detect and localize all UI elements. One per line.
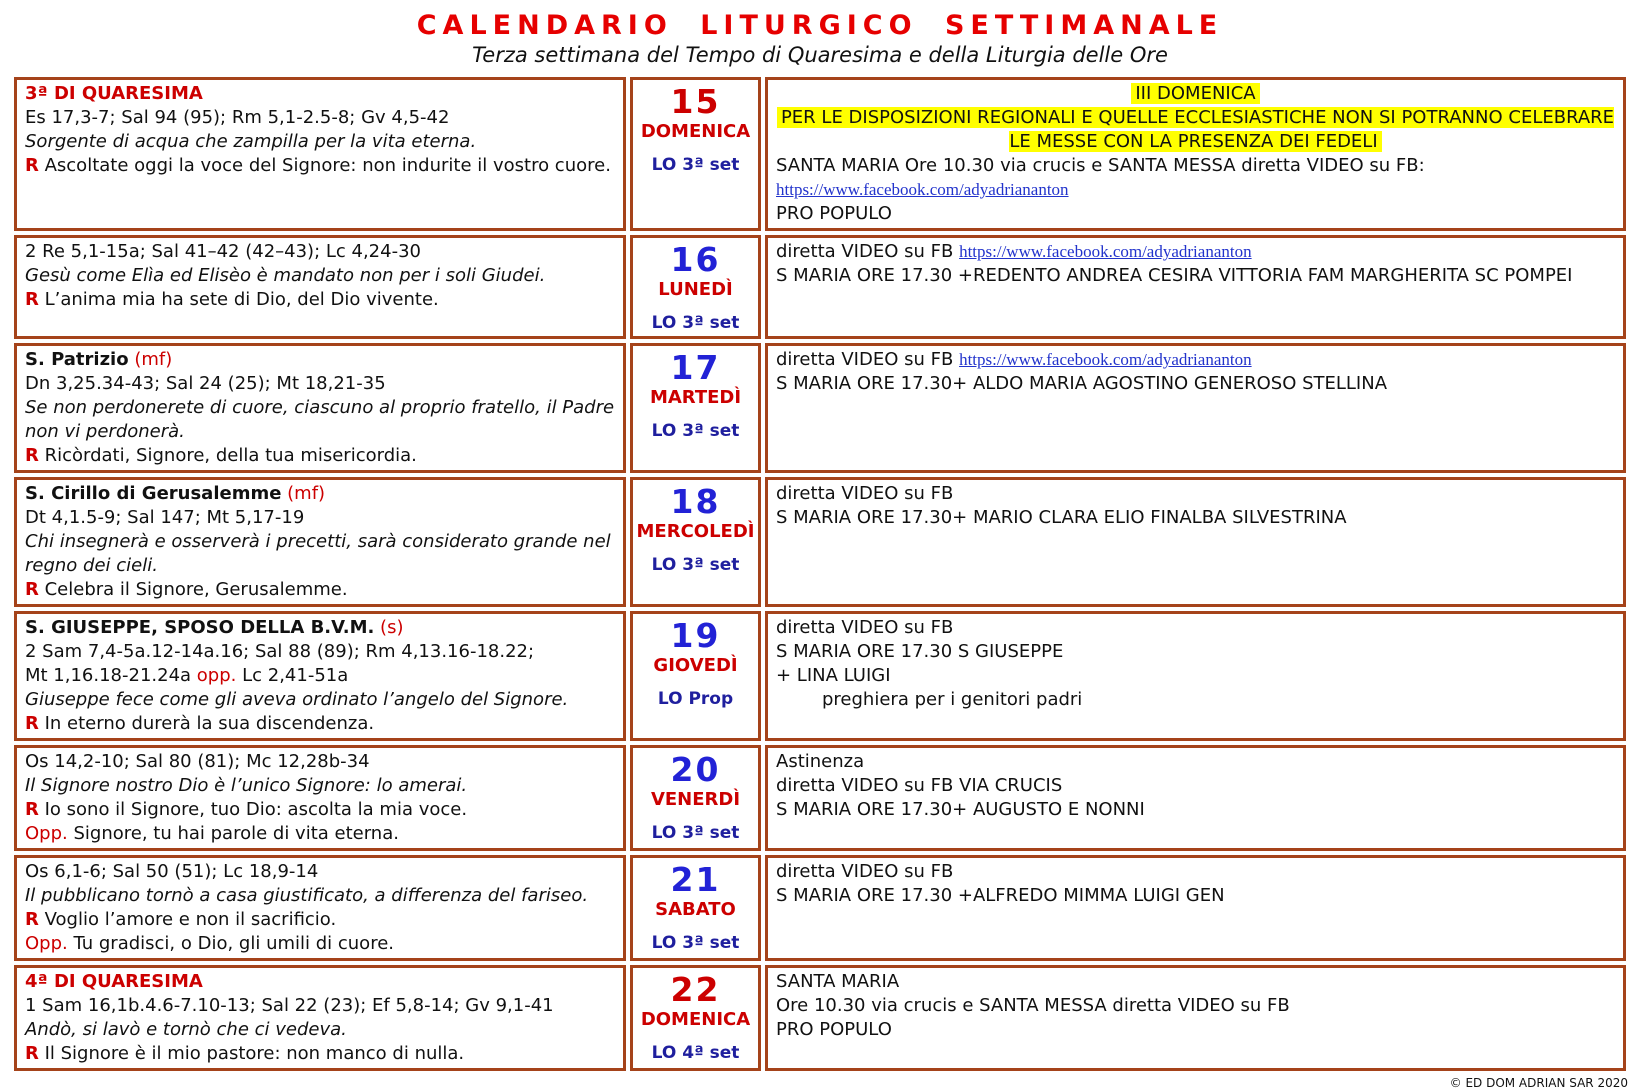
text-line <box>25 372 615 396</box>
text-line <box>776 774 1615 798</box>
day-number: 19 <box>670 616 721 655</box>
day-name: DOMENICA <box>640 1009 751 1030</box>
date-cell <box>630 77 761 231</box>
text-line <box>776 970 1615 994</box>
notes-cell <box>765 235 1626 339</box>
calendar-row-18 <box>14 477 1626 607</box>
calendar-row-21 <box>14 855 1626 961</box>
day-number: 18 <box>670 482 721 521</box>
readings-cell <box>14 477 626 607</box>
text: preghiera per i genitori padri <box>822 689 1083 710</box>
text-line <box>25 750 615 774</box>
weekly-calendar-table <box>10 73 1630 1075</box>
text-line <box>25 444 615 468</box>
notes-cell <box>765 611 1626 741</box>
text: In eterno durerà la sua discendenza. <box>38 713 375 734</box>
liturgy-of-hours-label: LO 3ª set <box>651 555 740 575</box>
text: Tu gradisci, o Dio, gli umili di cuore. <box>67 933 394 954</box>
text: 2 Re 5,1-15a; Sal 41–42 (42–43); Lc 4,24-30 <box>25 241 421 262</box>
facebook-link[interactable]: https://www.facebook.com/adyadriananton <box>959 242 1252 261</box>
text-line <box>776 1018 1615 1042</box>
text: Dn 3,25.34-43; Sal 24 (25); Mt 18,21-35 <box>25 373 386 394</box>
text-line <box>776 202 1615 226</box>
text-line <box>776 482 1615 506</box>
highlight-text: III DOMENICA <box>1131 83 1259 104</box>
saint-name: S. Patrizio <box>25 349 129 370</box>
saint-name: S. Cirillo di Gerusalemme <box>25 483 282 504</box>
page-title: CALENDARIO LITURGICO SETTIMANALE <box>416 10 1224 41</box>
text: Astinenza <box>776 751 865 772</box>
gospel-quote: Il Signore nostro Dio è l’unico Signore: lo amerai. <box>25 775 468 796</box>
text: Ricòrdati, Signore, della tua misericordia. <box>38 445 417 466</box>
text: PRO POPULO <box>776 203 892 224</box>
text-line <box>25 240 615 264</box>
text-line <box>25 664 615 688</box>
text: S MARIA ORE 17.30+ AUGUSTO E NONNI <box>776 799 1145 820</box>
day-number: 20 <box>670 750 721 789</box>
day-number: 16 <box>670 240 721 279</box>
notes-cell <box>765 343 1626 473</box>
calendar-row-20 <box>14 745 1626 851</box>
text-line <box>776 750 1615 774</box>
facebook-link[interactable]: https://www.facebook.com/adyadriananton <box>776 180 1069 199</box>
text-line <box>776 348 1615 372</box>
day-number: 17 <box>670 348 721 387</box>
day-name: LUNEDÌ <box>658 279 733 300</box>
page-subtitle: Terza settimana del Tempo di Quaresima e della Liturgia delle Ore <box>472 43 1168 67</box>
day-name: DOMENICA <box>640 121 751 142</box>
week-heading: 4ª DI QUARESIMA <box>25 971 203 992</box>
red-note: Opp. <box>25 823 68 844</box>
day-name: SABATO <box>655 899 736 920</box>
gospel-quote: Chi insegnerà e osserverà i precetti, sarà considerato grande nel regno dei cieli. <box>25 531 611 576</box>
date-cell <box>630 965 761 1071</box>
text: Voglio l’amore e non il sacrificio. <box>38 909 337 930</box>
readings-cell <box>14 611 626 741</box>
gospel-quote: Gesù come Elìa ed Elisèo è mandato non per i soli Giudei. <box>25 265 546 286</box>
text-line <box>25 932 615 956</box>
text: Es 17,3-7; Sal 94 (95); Rm 5,1-2.5-8; Gv 4,5-42 <box>25 107 450 128</box>
date-cell <box>630 235 761 339</box>
text: diretta VIDEO su FB VIA CRUCIS <box>776 775 1063 796</box>
readings-cell <box>14 745 626 851</box>
responsorial-marker: R <box>25 445 39 466</box>
text: 2 Sam 7,4-5a.12-14a.16; Sal 88 (89); Rm 4,13.16-18.22; <box>25 641 535 662</box>
notes-cell <box>765 965 1626 1071</box>
red-note: opp. <box>196 665 237 686</box>
calendar-row-19 <box>14 611 1626 741</box>
gospel-quote: Andò, si lavò e tornò che ci vedeva. <box>25 1019 347 1040</box>
text-line <box>25 640 615 664</box>
day-name: VENERDÌ <box>650 789 741 810</box>
text: + LINA LUIGI <box>776 665 891 686</box>
red-note: (mf) <box>128 349 173 370</box>
text-line <box>776 264 1615 288</box>
text-line <box>776 372 1615 396</box>
date-cell <box>630 611 761 741</box>
text: Ore 10.30 via crucis e SANTA MESSA diretta VIDEO su FB <box>776 995 1290 1016</box>
day-number: 22 <box>670 970 721 1009</box>
text: diretta VIDEO su FB <box>776 349 960 370</box>
text: L’anima mia ha sete di Dio, del Dio vivente. <box>38 289 439 310</box>
text-line <box>25 506 615 530</box>
day-number: 21 <box>670 860 721 899</box>
text: Io sono il Signore, tuo Dio: ascolta la mia voce. <box>38 799 468 820</box>
text: S MARIA ORE 17.30 +ALFREDO MIMMA LUIGI GEN <box>776 885 1225 906</box>
date-cell <box>630 855 761 961</box>
text-line <box>776 616 1615 640</box>
text-line <box>776 240 1615 264</box>
liturgy-of-hours-label: LO 3ª set <box>651 933 740 953</box>
day-name: MERCOLEDÌ <box>636 521 755 542</box>
text-line <box>776 994 1615 1018</box>
readings-cell <box>14 855 626 961</box>
text: diretta VIDEO su FB <box>776 483 954 504</box>
responsorial-marker: R <box>25 799 39 820</box>
week-heading: 3ª DI QUARESIMA <box>25 83 203 104</box>
calendar-row-15 <box>14 77 1626 231</box>
gospel-quote: Giuseppe fece come gli aveva ordinato l’angelo del Signore. <box>25 689 569 710</box>
text-line <box>776 688 1615 712</box>
text-line <box>25 482 615 506</box>
red-note: Opp. <box>25 933 68 954</box>
readings-cell <box>14 77 626 231</box>
gospel-quote: Se non perdonerete di cuore, ciascuno al proprio fratello, il Padre non vi perdonerà. <box>25 397 615 442</box>
text: S MARIA ORE 17.30 +REDENTO ANDREA CESIRA VITTORIA FAM MARGHERITA SC POMPEI <box>776 265 1573 286</box>
notes-cell <box>765 855 1626 961</box>
text-line <box>25 774 615 798</box>
liturgy-of-hours-label: LO 3ª set <box>651 421 740 441</box>
calendar-row-17 <box>14 343 1626 473</box>
text-line <box>25 264 615 288</box>
readings-cell <box>14 343 626 473</box>
text: diretta VIDEO su FB <box>776 617 954 638</box>
text: Mt 1,16.18-21.24a <box>25 665 197 686</box>
text-line <box>25 130 615 154</box>
text: Ascoltate oggi la voce del Signore: non indurite il vostro cuore. <box>38 155 611 176</box>
text-line <box>25 822 615 846</box>
copyright: © ED DOM ADRIAN SAR 2020 <box>1449 1076 1628 1090</box>
text: diretta VIDEO su FB <box>776 861 954 882</box>
text-line <box>25 348 615 372</box>
text-line <box>25 154 615 178</box>
date-cell <box>630 477 761 607</box>
text-line <box>25 1042 615 1066</box>
text-line <box>25 970 615 994</box>
saint-name: S. GIUSEPPE, SPOSO DELLA B.V.M. <box>25 617 375 638</box>
highlight-text: PER LE DISPOSIZIONI REGIONALI E QUELLE ECCLESIASTICHE NON SI POTRANNO CELEBRARE LE MESSE CON LA PRESENZA DEI FEDELI <box>777 107 1614 152</box>
responsorial-marker: R <box>25 1043 39 1064</box>
text-line <box>25 578 615 602</box>
text-line <box>776 860 1615 884</box>
text-line <box>25 798 615 822</box>
text: SANTA MARIA Ore 10.30 via crucis e SANTA MESSA diretta VIDEO su FB: <box>776 155 1425 176</box>
responsorial-marker: R <box>25 289 39 310</box>
text-line <box>25 288 615 312</box>
text: PRO POPULO <box>776 1019 892 1040</box>
text: Os 6,1-6; Sal 50 (51); Lc 18,9-14 <box>25 861 319 882</box>
text-line <box>25 616 615 640</box>
responsorial-marker: R <box>25 713 39 734</box>
text-line <box>25 908 615 932</box>
text: diretta VIDEO su FB <box>776 241 960 262</box>
calendar-row-16 <box>14 235 1626 339</box>
text: Il Signore è il mio pastore: non manco di nulla. <box>38 1043 465 1064</box>
calendar-row-22 <box>14 965 1626 1071</box>
text: Dt 4,1.5-9; Sal 147; Mt 5,17-19 <box>25 507 305 528</box>
day-number: 15 <box>670 82 721 121</box>
facebook-link[interactable]: https://www.facebook.com/adyadriananton <box>959 350 1252 369</box>
responsorial-marker: R <box>25 155 39 176</box>
notes-cell <box>765 745 1626 851</box>
text-line <box>25 530 615 578</box>
text-line <box>25 1018 615 1042</box>
text: S MARIA ORE 17.30+ ALDO MARIA AGOSTINO GENEROSO STELLINA <box>776 373 1388 394</box>
readings-cell <box>14 965 626 1071</box>
text: Celebra il Signore, Gerusalemme. <box>38 579 348 600</box>
liturgy-of-hours-label: LO 3ª set <box>651 313 740 333</box>
text-line <box>776 640 1615 664</box>
liturgy-of-hours-label: LO 3ª set <box>651 155 740 175</box>
text: Os 14,2-10; Sal 80 (81); Mc 12,28b-34 <box>25 751 370 772</box>
liturgy-of-hours-label: LO 3ª set <box>651 823 740 843</box>
readings-cell <box>14 235 626 339</box>
text-line <box>776 82 1615 106</box>
text-line <box>25 860 615 884</box>
liturgy-of-hours-label: LO Prop <box>657 689 734 709</box>
day-name: GIOVEDÌ <box>653 655 738 676</box>
red-note: (mf) <box>281 483 326 504</box>
text-line <box>25 82 615 106</box>
date-cell <box>630 343 761 473</box>
gospel-quote: Sorgente di acqua che zampilla per la vita eterna. <box>25 131 477 152</box>
text: 1 Sam 16,1b.4.6-7.10-13; Sal 22 (23); Ef 5,8-14; Gv 9,1-41 <box>25 995 554 1016</box>
text: Signore, tu hai parole di vita eterna. <box>67 823 399 844</box>
text-line <box>25 884 615 908</box>
text-line <box>776 106 1615 154</box>
text: Lc 2,41-51a <box>236 665 349 686</box>
text: S MARIA ORE 17.30 S GIUSEPPE <box>776 641 1064 662</box>
responsorial-marker: R <box>25 579 39 600</box>
text-line <box>776 884 1615 908</box>
responsorial-marker: R <box>25 909 39 930</box>
text-line <box>25 688 615 712</box>
text-line <box>776 154 1615 202</box>
gospel-quote: Il pubblicano tornò a casa giustificato, a differenza del fariseo. <box>25 885 589 906</box>
text-line <box>25 106 615 130</box>
liturgy-of-hours-label: LO 4ª set <box>651 1043 740 1063</box>
text-line <box>25 396 615 444</box>
text-line <box>25 994 615 1018</box>
text-line <box>25 712 615 736</box>
notes-cell <box>765 477 1626 607</box>
text-line <box>776 664 1615 688</box>
text: SANTA MARIA <box>776 971 900 992</box>
text-line <box>776 798 1615 822</box>
day-name: MARTEDÌ <box>649 387 742 408</box>
red-note: (s) <box>374 617 404 638</box>
text: S MARIA ORE 17.30+ MARIO CLARA ELIO FINALBA SILVESTRINA <box>776 507 1347 528</box>
date-cell <box>630 745 761 851</box>
text-line <box>776 506 1615 530</box>
notes-cell <box>765 77 1626 231</box>
